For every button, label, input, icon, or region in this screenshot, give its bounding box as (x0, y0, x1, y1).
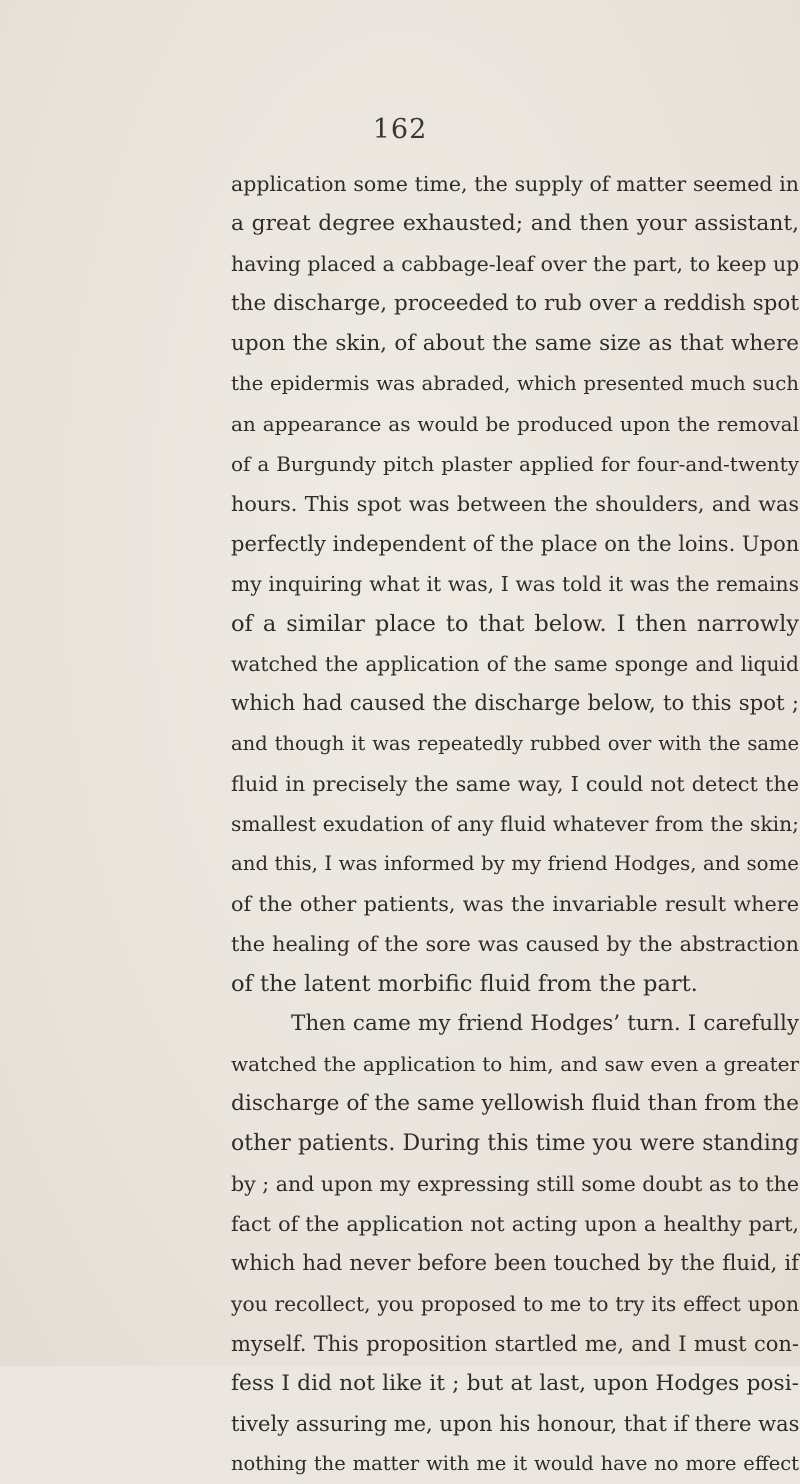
text-line: Then came my friend Hodges’ turn. I carefully (291, 1011, 799, 1036)
text-line: a great degree exhausted; and then your assistant, (231, 211, 799, 236)
text-line: of the other patients, was the invariable result where (231, 892, 799, 916)
text-line: myself. This proposition startled me, and I must con- (231, 1332, 799, 1356)
text-line: the epidermis was abraded, which presented much such (231, 372, 799, 395)
text-line: upon the skin, of about the same size as that where (231, 331, 799, 356)
text-line: discharge of the same yellowish fluid than from the (231, 1091, 799, 1116)
text-line: an appearance as would be produced upon the removal (231, 412, 799, 436)
text-line: other patients. During this time you were standing (231, 1131, 799, 1156)
text-line: application some time, the supply of matter seemed in (231, 172, 799, 196)
text-line: watched the application of the same sponge and liquid (231, 652, 799, 676)
text-line: by ; and upon my expressing still some doubt as to the (231, 1172, 799, 1196)
text-line: watched the application to him, and saw even a greater (231, 1052, 799, 1076)
text-line: the discharge, proceeded to rub over a reddish spot (231, 291, 799, 316)
text-line: fluid in precisely the same way, I could not detect the (231, 772, 799, 796)
text-line: the healing of the sore was caused by the abstraction (231, 932, 799, 956)
text-line: of the latent morbific fluid from the part. (231, 971, 698, 997)
text-line: and this, I was informed by my friend Hodges, and some (231, 852, 799, 875)
text-line: you recollect, you proposed to me to try its effect upon (231, 1292, 799, 1316)
text-line: fess I did not like it ; but at last, upon Hodges posi- (231, 1371, 799, 1396)
text-line: tively assuring me, upon his honour, that if there was (231, 1412, 800, 1436)
text-line: having placed a cabbage-leaf over the part, to keep up (231, 252, 800, 276)
text-line: of a similar place to that below. I then narrowly (231, 611, 799, 637)
text-line: perfectly independent of the place on the loins. Upon (231, 532, 800, 556)
page-number: 162 (372, 114, 428, 145)
text-line: which had never before been touched by the fluid, if (231, 1251, 799, 1276)
text-line: nothing the matter with me it would have no more effect (231, 1452, 799, 1475)
text-line: my inquiring what it was, I was told it was the remains (231, 572, 799, 596)
text-line: smallest exudation of any fluid whatever from the skin; (231, 812, 799, 836)
text-line: and though it was repeatedly rubbed over with the same (231, 732, 799, 755)
text-line: which had caused the discharge below, to this spot ; (231, 691, 799, 716)
text-line: of a Burgundy pitch plaster applied for four-and-twenty (231, 452, 799, 476)
text-line: hours. This spot was between the shoulders, and was (231, 492, 799, 516)
text-line: fact of the application not acting upon a healthy part, (231, 1212, 799, 1236)
